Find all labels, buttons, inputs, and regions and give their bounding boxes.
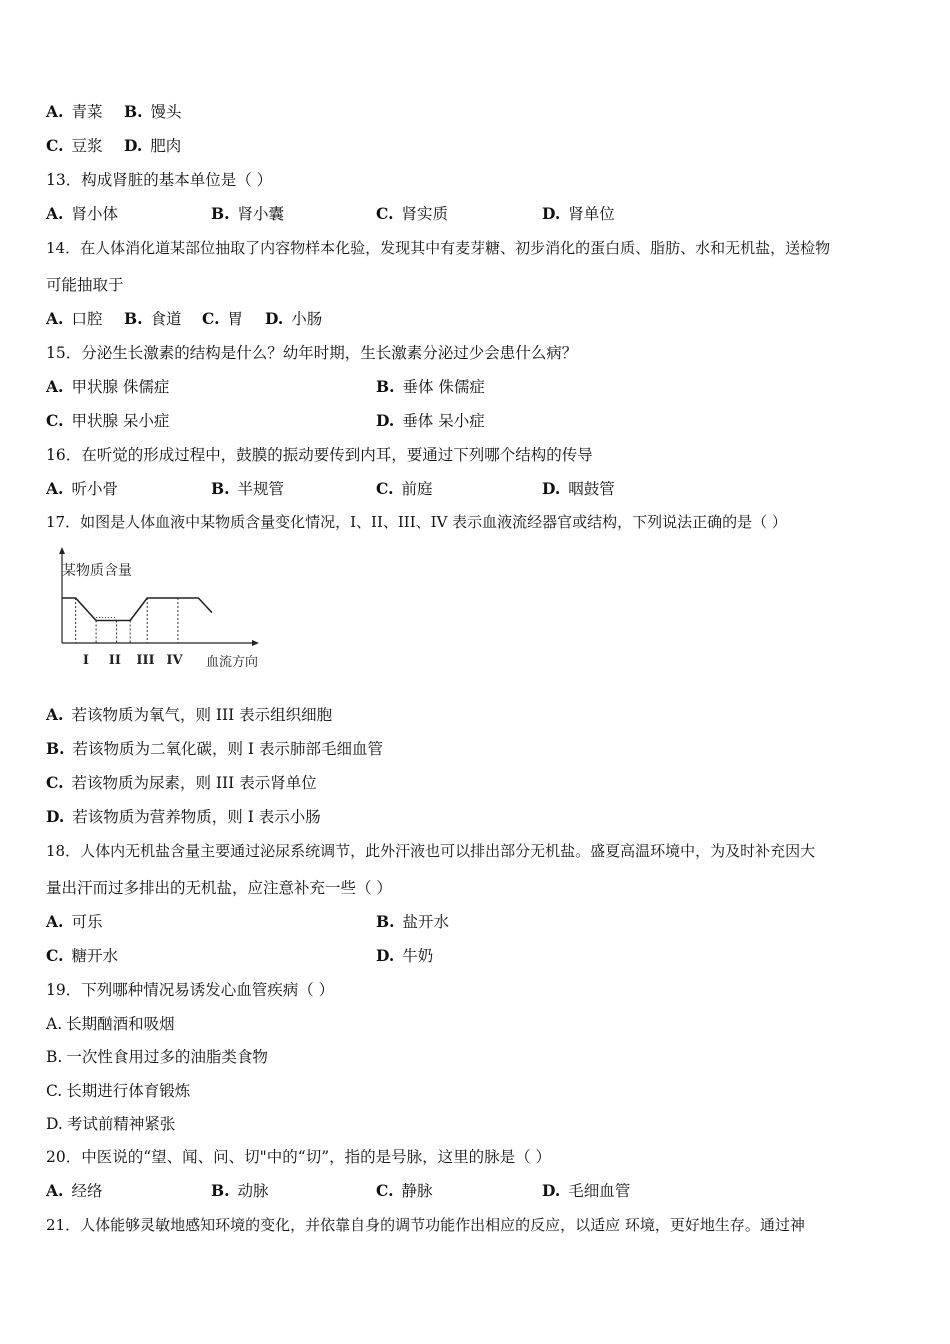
q15-stem: 15．分泌生长激素的结构是什么？幼年时期，生长激素分泌过少会患什么病？ bbox=[46, 344, 578, 362]
q18-option-d: D. 牛奶 bbox=[376, 946, 434, 965]
q16-option-a: A. 听小骨 bbox=[46, 479, 118, 498]
chart-y-axis-arrow bbox=[59, 547, 65, 554]
q19-option-c: C. 长期进行体育锻炼 bbox=[46, 1082, 191, 1100]
q20-option-b: B. 动脉 bbox=[211, 1181, 269, 1200]
q19-stem: 19．下列哪种情况易诱发心血管疾病（ ） bbox=[46, 981, 335, 999]
q14-option-a: A. 口腔 bbox=[46, 309, 103, 328]
chart-tick-label: IV bbox=[166, 653, 183, 668]
chart-x-axis-arrow bbox=[252, 640, 259, 646]
q16-option-b: B. 半规管 bbox=[211, 479, 285, 498]
q20-stem: 20．中医说的“望、闻、问、切"中的“切”，指的是号脉，这里的脉是（ ） bbox=[46, 1148, 552, 1166]
q12-option-b: B. 馒头 bbox=[124, 102, 182, 121]
q14-option-d: D. 小肠 bbox=[265, 309, 323, 328]
chart-series bbox=[62, 598, 212, 621]
q13-stem: 13．构成肾脏的基本单位是（ ） bbox=[46, 171, 273, 189]
chart-series-line bbox=[62, 598, 212, 621]
q18-option-a: A. 可乐 bbox=[46, 912, 103, 931]
q15-option-b: B. 垂体 侏儒症 bbox=[376, 377, 485, 396]
q17-option-c: C. 若该物质为尿素，则 III 表示肾单位 bbox=[46, 773, 317, 792]
chart-xlabel: 血流方向 bbox=[206, 655, 259, 670]
q15-option-a: A. 甲状腺 侏儒症 bbox=[46, 377, 170, 396]
q17-option-b: B. 若该物质为二氧化碳，则 I 表示肺部毛细血管 bbox=[46, 739, 383, 758]
q20-option-a: A. 经络 bbox=[46, 1181, 103, 1200]
q16-option-c: C. 前庭 bbox=[376, 479, 433, 498]
q13-option-d: D. 肾单位 bbox=[542, 204, 615, 223]
chart-ticks bbox=[83, 653, 184, 668]
q13-option-b: B. 肾小囊 bbox=[211, 204, 285, 223]
q17-option-a: A. 若该物质为氧气，则 III 表示组织细胞 bbox=[46, 705, 333, 724]
chart-ylabel: 某物质含量 bbox=[62, 563, 132, 579]
chart-tick-label: I bbox=[82, 653, 89, 668]
q12-option-a: A. 青菜 bbox=[46, 102, 103, 121]
q15-option-c: C. 甲状腺 呆小症 bbox=[46, 411, 170, 430]
q14-option-b: B. 食道 bbox=[124, 309, 182, 328]
q16-stem: 16．在听觉的形成过程中，鼓膜的振动要传到内耳，要通过下列哪个结构的传导 bbox=[46, 446, 593, 464]
chart-tick-label: III bbox=[136, 653, 155, 668]
q18-option-c: C. 糖开水 bbox=[46, 946, 118, 965]
q21-stem: 21．人体能够灵敏地感知环境的变化，并依靠自身的调节功能作出相应的反应，以适应 环境，更好地生存。通过神 bbox=[46, 1216, 805, 1234]
q18-option-b: B. 盐开水 bbox=[376, 912, 450, 931]
q18-stem-line1: 18．人体内无机盐含量主要通过泌尿系统调节，此外汗液也可以排出部分无机盐。盛夏高温环境中，为及时补充因大 bbox=[46, 842, 816, 860]
q17-option-d: D. 若该物质为营养物质，则 I 表示小肠 bbox=[46, 807, 321, 826]
q20-option-c: C. 静脉 bbox=[376, 1181, 433, 1200]
q20-option-d: D. 毛细血管 bbox=[542, 1181, 631, 1200]
q14-option-c: C. 胃 bbox=[202, 309, 243, 328]
q17-stem: 17．如图是人体血液中某物质含量变化情况，I、II、III、IV 表示血液流经器官或结构，下列说法正确的是（ ） bbox=[46, 513, 787, 531]
chart-tick-label: II bbox=[108, 653, 121, 668]
q14-stem-line2: 可能抽取于 bbox=[46, 276, 124, 294]
q18-stem-line2: 量出汗而过多排出的无机盐，应注意补充一些（ ） bbox=[46, 879, 392, 897]
q13-option-a: A. 肾小体 bbox=[46, 204, 118, 223]
q16-option-d: D. 咽鼓管 bbox=[542, 479, 615, 498]
q12-option-d: D. 肥肉 bbox=[124, 136, 182, 155]
q13-option-c: C. 肾实质 bbox=[376, 204, 448, 223]
q12-option-c: C. 豆浆 bbox=[46, 136, 103, 155]
q17-chart bbox=[44, 545, 284, 675]
q19-option-a: A. 长期酗酒和吸烟 bbox=[46, 1015, 175, 1033]
q19-option-d: D. 考试前精神紧张 bbox=[46, 1115, 176, 1133]
q14-stem-line1: 14．在人体消化道某部位抽取了内容物样本化验，发现其中有麦芽糖、初步消化的蛋白质、脂肪、水和无机盐，送检物 bbox=[46, 239, 831, 257]
q19-option-b: B. 一次性食用过多的油脂类食物 bbox=[46, 1048, 268, 1066]
q15-option-d: D. 垂体 呆小症 bbox=[376, 411, 485, 430]
